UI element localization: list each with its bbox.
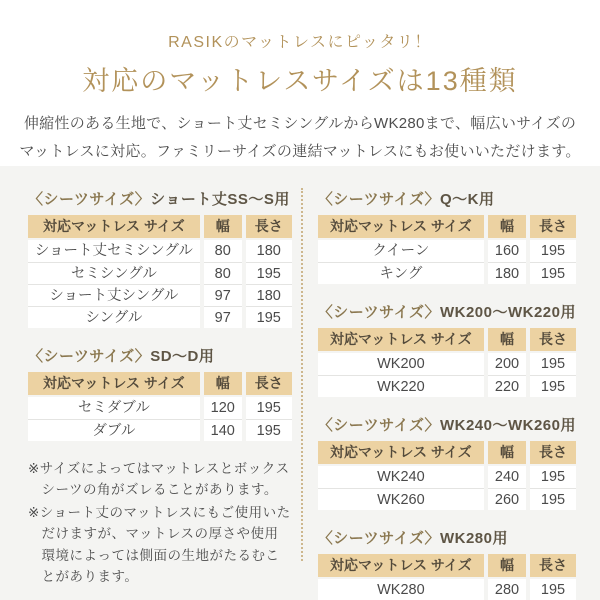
size-table bbox=[318, 554, 576, 600]
cell-length: 195 bbox=[530, 488, 576, 510]
column-header-width: 幅 bbox=[204, 372, 242, 395]
cell-mattress-name: クイーン bbox=[318, 240, 484, 262]
cell-length: 195 bbox=[246, 397, 292, 419]
column-width bbox=[488, 554, 526, 600]
cell-mattress-name: ダブル bbox=[28, 419, 200, 441]
size-table bbox=[28, 372, 292, 441]
cell-mattress-name: WK240 bbox=[318, 466, 484, 488]
cell-length: 195 bbox=[246, 262, 292, 284]
section-title-bracket: 〈シーツサイズ〉 bbox=[28, 190, 151, 208]
cell-length: 195 bbox=[530, 262, 576, 284]
column-width bbox=[204, 372, 242, 441]
column-header-name: 対応マットレス サイズ bbox=[28, 372, 200, 395]
column-header-name: 対応マットレス サイズ bbox=[318, 215, 484, 238]
column-header-length: 長さ bbox=[246, 215, 292, 238]
cell-mattress-name: セミシングル bbox=[28, 262, 200, 284]
size-tables-panel bbox=[0, 166, 600, 600]
column-name bbox=[28, 372, 200, 441]
left-column bbox=[28, 188, 292, 600]
column-name bbox=[318, 441, 484, 510]
hero-subtitle: RASIKのマットレスにピッタリ！ bbox=[168, 34, 432, 51]
column-header-width: 幅 bbox=[488, 215, 526, 238]
section-wk240-wk260 bbox=[318, 414, 576, 510]
column-length bbox=[530, 328, 576, 397]
column-name bbox=[28, 215, 200, 328]
cell-width: 140 bbox=[204, 419, 242, 441]
column-width bbox=[488, 441, 526, 510]
section-sd-d bbox=[28, 345, 292, 441]
footnote-size-mismatch: ※サイズによってはマットレスとボックスシーツの角がズレることがあります。 bbox=[28, 460, 290, 497]
section-title-bracket: 〈シーツサイズ〉 bbox=[317, 190, 440, 208]
section-title-range: WK280用 bbox=[439, 529, 508, 547]
section-title-range: SD〜D用 bbox=[150, 347, 215, 365]
section-title-range: ショート丈SS〜S用 bbox=[150, 190, 290, 208]
section-short-ss-s bbox=[28, 188, 292, 328]
column-header-width: 幅 bbox=[488, 554, 526, 577]
column-width bbox=[204, 215, 242, 328]
column-header-width: 幅 bbox=[204, 215, 242, 238]
column-length bbox=[530, 215, 576, 284]
footnotes bbox=[28, 458, 292, 588]
cell-width: 97 bbox=[204, 306, 242, 328]
section-title-range: WK200〜WK220用 bbox=[439, 303, 576, 321]
cell-mattress-name: シングル bbox=[28, 306, 200, 328]
cell-length: 195 bbox=[530, 375, 576, 397]
cell-mattress-name: ショート丈セミシングル bbox=[28, 240, 200, 262]
size-table bbox=[318, 328, 576, 397]
column-header-name: 対応マットレス サイズ bbox=[318, 554, 484, 577]
column-header-width: 幅 bbox=[488, 328, 526, 351]
page-description-line-2: マットレスに対応。ファミリーサイズの連結マットレスにもお使いいただけます。 bbox=[19, 142, 581, 160]
column-length bbox=[530, 554, 576, 600]
column-header-length: 長さ bbox=[246, 372, 292, 395]
cell-length: 195 bbox=[530, 579, 576, 600]
section-title bbox=[318, 414, 576, 435]
cell-width: 220 bbox=[488, 375, 526, 397]
cell-length: 195 bbox=[530, 353, 576, 375]
section-wk200-wk220 bbox=[318, 301, 576, 397]
cell-width: 240 bbox=[488, 466, 526, 488]
size-table bbox=[318, 215, 576, 284]
cell-length: 180 bbox=[246, 240, 292, 262]
column-length bbox=[246, 215, 292, 328]
cell-width: 180 bbox=[488, 262, 526, 284]
page-description bbox=[0, 110, 600, 166]
column-width bbox=[488, 328, 526, 397]
cell-mattress-name: セミダブル bbox=[28, 397, 200, 419]
section-title bbox=[318, 301, 576, 322]
column-length bbox=[530, 441, 576, 510]
cell-width: 97 bbox=[204, 284, 242, 306]
cell-width: 80 bbox=[204, 240, 242, 262]
page-title: 対応のマットレスサイズは13種類 bbox=[82, 66, 518, 96]
cell-mattress-name: WK220 bbox=[318, 375, 484, 397]
cell-length: 195 bbox=[246, 306, 292, 328]
cell-mattress-name: WK280 bbox=[318, 579, 484, 600]
section-title-range: WK240〜WK260用 bbox=[439, 416, 576, 434]
cell-mattress-name: キング bbox=[318, 262, 484, 284]
cell-mattress-name: WK200 bbox=[318, 353, 484, 375]
cell-width: 120 bbox=[204, 397, 242, 419]
column-header-name: 対応マットレス サイズ bbox=[318, 328, 484, 351]
column-width bbox=[488, 215, 526, 284]
footnote-short-length: ※ショート丈のマットレスにもご使用いただけますが、マットレスの厚さや使用環境によっては側面の生地がたるむことがあります。 bbox=[28, 505, 291, 585]
cell-width: 160 bbox=[488, 240, 526, 262]
section-title-bracket: 〈シーツサイズ〉 bbox=[28, 347, 151, 365]
page-description-line-1: 伸縮性のある生地で、ショート丈セミシングルからWK280まで、幅広いサイズの bbox=[23, 115, 577, 132]
hero-header bbox=[0, 0, 600, 166]
cell-length: 195 bbox=[530, 240, 576, 262]
size-table bbox=[28, 215, 292, 328]
section-title-bracket: 〈シーツサイズ〉 bbox=[317, 529, 440, 547]
section-title bbox=[28, 188, 292, 209]
section-title bbox=[318, 527, 576, 548]
column-header-width: 幅 bbox=[488, 441, 526, 464]
column-header-length: 長さ bbox=[530, 554, 576, 577]
column-header-name: 対応マットレス サイズ bbox=[28, 215, 200, 238]
cell-length: 180 bbox=[246, 284, 292, 306]
cell-mattress-name: WK260 bbox=[318, 488, 484, 510]
cell-length: 195 bbox=[530, 466, 576, 488]
section-q-k bbox=[318, 188, 576, 284]
column-name bbox=[318, 328, 484, 397]
section-title-bracket: 〈シーツサイズ〉 bbox=[317, 416, 440, 434]
cell-width: 200 bbox=[488, 353, 526, 375]
column-header-length: 長さ bbox=[530, 215, 576, 238]
column-name bbox=[318, 215, 484, 284]
right-column bbox=[318, 188, 576, 600]
section-title bbox=[318, 188, 576, 209]
column-header-length: 長さ bbox=[530, 328, 576, 351]
column-divider bbox=[301, 188, 303, 561]
section-title-bracket: 〈シーツサイズ〉 bbox=[317, 303, 440, 321]
column-header-length: 長さ bbox=[530, 441, 576, 464]
section-title bbox=[28, 345, 292, 366]
section-wk280 bbox=[318, 527, 576, 600]
size-table bbox=[318, 441, 576, 510]
cell-width: 80 bbox=[204, 262, 242, 284]
cell-width: 280 bbox=[488, 579, 526, 600]
column-header-name: 対応マットレス サイズ bbox=[318, 441, 484, 464]
section-title-range: Q〜K用 bbox=[439, 190, 495, 208]
cell-length: 195 bbox=[246, 419, 292, 441]
cell-mattress-name: ショート丈シングル bbox=[28, 284, 200, 306]
column-length bbox=[246, 372, 292, 441]
column-name bbox=[318, 554, 484, 600]
cell-width: 260 bbox=[488, 488, 526, 510]
